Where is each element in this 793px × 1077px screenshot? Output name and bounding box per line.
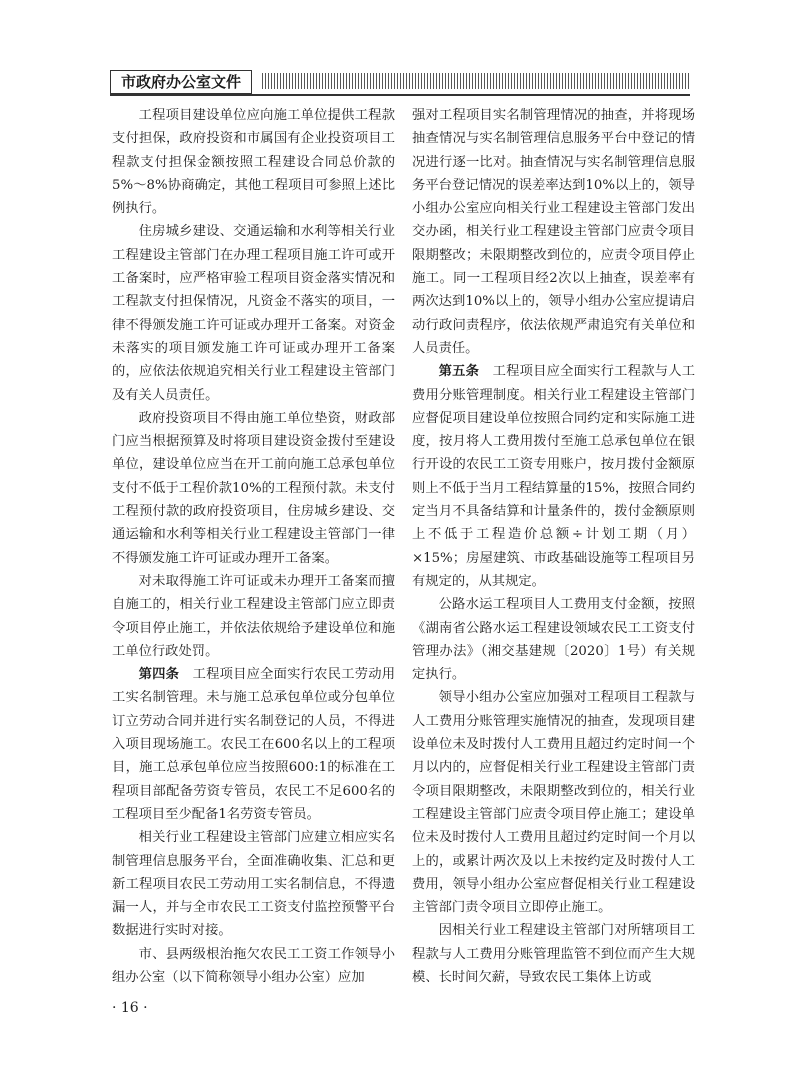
paragraph: 政府投资项目不得由施工单位垫资，财政部门应当根据预算及时将项目建设资金拨付至建设单位，建设单位应当在开工前向施工总承包单位支付不低于工程价款10%的工程预付款。未支付工程预付款的政府投资项目，住房城乡建设、交通运输和水利等相关行业工程建设主管部门一律不得颁发施工许可证或办理开工备案。 <box>112 410 395 566</box>
header-decorative-band <box>262 73 690 89</box>
paragraph-continued: 强对工程项目实名制管理情况的抽查，并将现场抽查情况与实名制管理信息服务平台中登记的情况进行逐一比对。抽查情况与实名制管理信息服务平台登记情况的误差率达到10%以上的，领导小组办公室应向相关行业工程建设主管部门发出交办函，相关行业工程建设主管部门应责令项目限期整改；未限期整改到位的，应责令项目停止施工。同一工程项目经2次以上抽查，误差率有两次达到10%以上的，领导小组办公室应提请启动行政问责程序，依法依规严肃追究有关单位和人员责任。 <box>412 108 695 356</box>
paragraph: 领导小组办公室应加强对工程项目工程款与人工费用分账管理实施情况的抽查，发现项目建设单位未及时拨付人工费用且超过约定时间一个月以内的，应督促相关行业工程建设主管部门责令项目限期整改，未限期整改到位的，相关行业工程建设主管部门应责令项目停止施工；建设单位未及时拨付人工费用且超过约定时间一个月以上的，或累计两次及以上未按约定及时拨付人工费用，领导小组办公室应督促相关行业工程建设主管部门责令项目立即停止施工。 <box>412 690 695 916</box>
paragraph: 因相关行业工程建设主管部门对所辖项目工程款与人工费用分账管理监管不到位而产生大规模、长时间欠薪，导致农民工集体上访或 <box>412 923 695 985</box>
page-header <box>110 70 690 92</box>
paragraph: 住房城乡建设、交通运输和水利等相关行业工程建设主管部门在办理工程项目施工许可或开工备案时，应严格审验工程项目资金落实情况和工程款支付担保情况，凡资金不落实的项目，一律不得颁发施工许可证或办理开工备案。对资金未落实的项目颁发施工许可证或办理开工备案的，应依法依规追究相关行业工程建设主管部门及有关人员责任。 <box>112 224 395 403</box>
paragraph-article-4: 第四条 工程项目应全面实行农民工劳动用工实名制管理。未与施工总承包单位或分包单位订立劳动合同并进行实名制登记的人员，不得进入项目现场施工。农民工在600名以上的工程项目，施工总承包单位应当按照600:1的标准在工程项目部配备劳资专管员，农民工不足600名的工程项目至少配备1名劳资专管员。 <box>112 667 396 822</box>
paragraph: 对未取得施工许可证或未办理开工备案而擅自施工的，相关行业工程建设主管部门应立即责令项目停止施工，并依法依规给予建设单位和施工单位行政处罚。 <box>112 573 395 659</box>
article-heading: 第四条 <box>138 667 180 683</box>
paragraph-article-5: 第五条 工程项目应全面实行工程款与人工费用分账管理制度。相关行业工程建设主管部门应督促项目建设单位按照合同约定和实际施工进度，按月将人工费用拨付至施工总承包单位在银行开设的农民工工资专用账户，按月拨付金额原则上不低于当月工程结算量的15%，按照合同约定当月不具备结算和计量条件的，拨付金额原则上不低于工程造价总额÷计划工期（月）×15%；房屋建筑、市政基础设施等工程项目另有规定的，从其规定。 <box>412 364 696 589</box>
right-column <box>412 104 695 989</box>
left-column <box>112 104 395 989</box>
paragraph: 公路水运工程项目人工费用支付金额，按照《湖南省公路水运工程建设领域农民工工资支付管理办法》（湘交基建规〔2020〕1号）有关规定执行。 <box>412 597 695 683</box>
paragraph: 市、县两级根治拖欠农民工工资工作领导小组办公室（以下简称领导小组办公室）应加 <box>112 946 395 985</box>
paragraph: 相关行业工程建设主管部门应建立相应实名制管理信息服务平台，全面准确收集、汇总和更新工程项目农民工劳动用工实名制信息，不得遗漏一人，并与全市农民工工资支付监控预警平台数据进行实时对接。 <box>112 830 395 939</box>
header-title: 市政府办公室文件 <box>110 70 252 94</box>
header-rule <box>110 94 690 96</box>
paragraph: 工程项目建设单位应向施工单位提供工程款支付担保，政府投资和市属国有企业投资项目工程款支付担保金额按照工程建设合同总价款的5%～8%协商确定，其他工程项目可参照上述比例执行。 <box>112 108 395 217</box>
article-heading: 第五条 <box>438 364 480 380</box>
page-number: · 16 · <box>112 1000 148 1016</box>
